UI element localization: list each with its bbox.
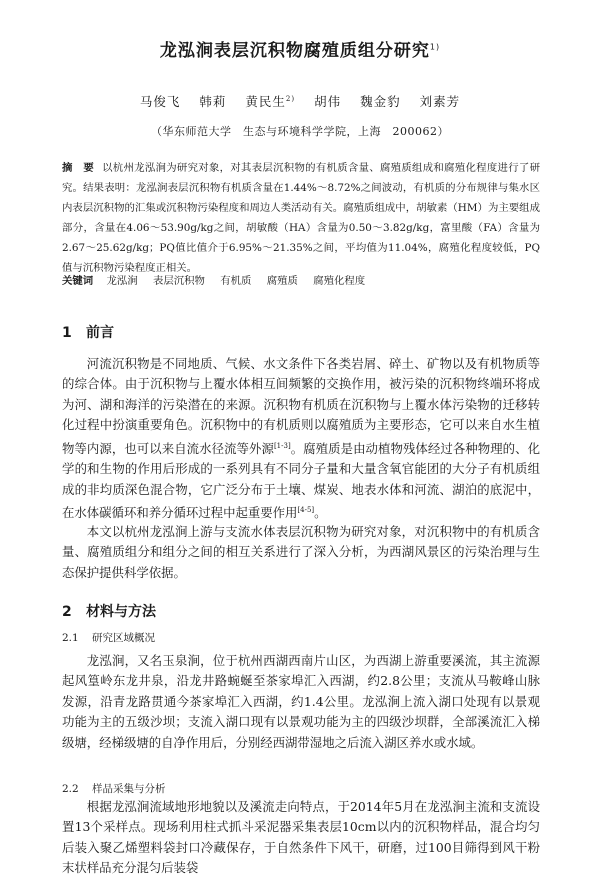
subsection-number: 2.1 xyxy=(62,632,79,644)
keyword: 表层沉积物 xyxy=(152,275,205,287)
author-list xyxy=(0,92,600,110)
author: 魏金豹 xyxy=(360,94,401,109)
subsection-heading-study-area xyxy=(62,630,155,645)
title-text: 龙泓涧表层沉积物腐殖质组分研究 xyxy=(159,41,430,61)
keyword: 龙泓涧 xyxy=(106,275,138,287)
keywords-label: 关键词 xyxy=(62,275,94,287)
section-title: 前言 xyxy=(86,325,114,341)
abstract-text: 以杭州龙泓涧为研究对象，对其表层沉积物的有机质含量、腐殖质组成和腐殖化程度进行了研究。结果表明：龙泓涧表层沉积物有机质含量在1.44%～8.72%之间波动，有机质的分布规律与集水区内表层沉积物的汇集或沉积物污染程度和周边人类活动有关。腐殖质组成中，胡敏素（HM）为主要组成部分，含量在4.06～53.90g/kg之间，胡敏酸（HA）含量为0.50～3.82g/kg，富里酸（FA）含量为2.67～25.62g/kg；PQ值比值介于6.95%～21.35%之间，平均值为11.04%，腐殖化程度较低，PQ值与沉积物污染程度正相关。 xyxy=(62,162,541,274)
author: 黄民生$^{2)}$ xyxy=(245,94,296,109)
abstract xyxy=(62,158,540,278)
citation: [4-5] xyxy=(297,505,315,514)
keyword: 腐殖质 xyxy=(266,275,298,287)
intro-paragraph-1: 河流沉积物是不同地质、气候、水文条件下各类岩屑、碎土、矿物以及有机物质等的综合体。由于沉积物与上覆水体相互间频繁的交换作用，被污染的沉积物终端环将成为河、湖和海洋的污染潜在的来源。沉积物有机质在沉积物与上覆水体污染物的迁移转化过程中扮演重要角色。沉积物中的有机质则以腐殖质为主要形态，它可以来自水生植物等内源，也可以来自流水径流等外源[1-3]。腐殖质是由动植物残体经过各种物理的、化学的和生物的作用后形成的一系列具有不同分子量和大量含氧官能团的大分子有机质组成的非均质深色混合物，它广泛分布于土壤、煤炭、地表水体和河流、湖泊的底泥中，在水体碳循环和养分循环过程中起重要作用[4-5]。 xyxy=(62,356,541,521)
subsection-title: 样品采集与分析 xyxy=(92,783,166,795)
section-number: 2 xyxy=(62,604,72,620)
subsection-title: 研究区域概况 xyxy=(92,632,155,644)
subsection-number: 2.2 xyxy=(62,783,79,795)
study-area-paragraph: 龙泓涧，又名玉泉涧，位于杭州西湖西南片山区，为西湖上游重要溪流，其主流源起风篁岭东龙井泉，沿龙井路蜿蜒至茶家埠汇入西湖，约2.8公里；支流从马鞍峰山脉发源，沿青龙路贯通今茶家埠汇入西湖，约1.4公里。龙泓涧上流入湖口处现有以景观功能为主的五级沙坝；支流入湖口现有以景观功能为主的四级沙坝群，全部溪流汇入梯级塘，经梯级塘的自净作用后，分别经西湖带湿地之后流入湖区养水或水域。 xyxy=(62,653,540,750)
keyword: 有机质 xyxy=(220,275,252,287)
section-heading-methods xyxy=(62,601,156,621)
author: 马俊飞 xyxy=(139,94,181,109)
affiliation: （华东师范大学 生态与环境科学学院，上海 200062） xyxy=(151,125,449,138)
intro-paragraph-2: 本文以杭州龙泓涧上游与支流水体表层沉积物为研究对象，对沉积物中的有机质含量、腐殖质组分和组分之间的相互关系进行了深入分析，为西湖风景区的污染治理与生态保护提供科学依据。 xyxy=(62,524,540,580)
paper-title xyxy=(0,36,600,61)
section-title: 材料与方法 xyxy=(86,604,156,620)
abstract-label: 摘 要 xyxy=(62,162,95,174)
section-number: 1 xyxy=(62,325,72,341)
keyword: 腐殖化程度 xyxy=(313,275,366,287)
sampling-paragraph: 根据龙泓涧流域地形地貌以及溪流走向特点，于2014年5月在龙泓涧主流和支流设置13个采样点。现场利用柱式抓斗采泥器采集表层10cm以内的沉积物样品，混合均匀后装入聚乙烯塑料袋封口冷藏保存，于自然条件下风干，研磨，过100目筛得到风干粉末状样品充分混匀后装袋 xyxy=(62,799,540,876)
author: 韩莉 xyxy=(199,94,227,109)
section-heading-introduction xyxy=(62,322,114,342)
citation: [1-3] xyxy=(273,441,291,450)
author: 刘素芳 xyxy=(419,94,461,109)
subsection-heading-sampling xyxy=(62,781,166,796)
author: 胡伟 xyxy=(314,94,342,109)
keywords xyxy=(62,272,540,287)
title-footnote-mark: 1) xyxy=(429,42,441,52)
